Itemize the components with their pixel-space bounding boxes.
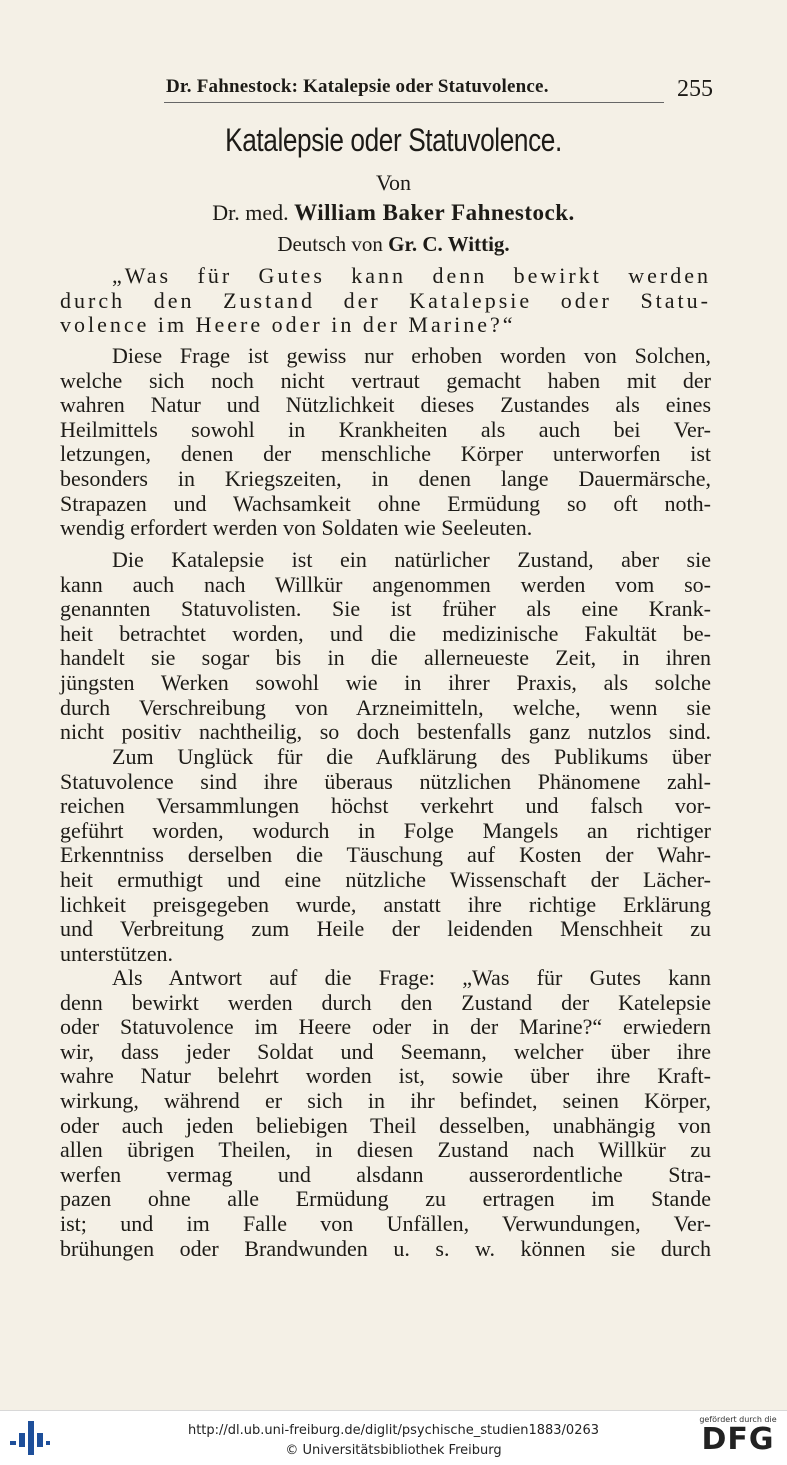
text-line: nicht positiv nachtheilig, so doch bestenfalls ganz nutzlos sind. (60, 719, 711, 745)
text-line: letzungen, denen der menschliche Körper unterworfen ist (60, 441, 711, 467)
author-prefix: Dr. med. (212, 200, 289, 225)
text-line: Erkenntniss derselben die Täuschung auf Kosten der Wahr- (60, 842, 711, 868)
running-head (60, 76, 715, 106)
text-line: geführt worden, wodurch in Folge Mangels an richtiger (60, 817, 711, 843)
author-name: William Baker Fahnestock. (294, 200, 575, 225)
translator-name: Gr. C. Wittig. (388, 232, 510, 256)
text-line: ist; und im Falle von Unfällen, Verwundungen, Ver- (60, 1210, 711, 1236)
text-line: handelt sie sogar bis in die allerneueste Zeit, in ihren (60, 645, 711, 671)
text-line: jüngsten Werken sowohl wie in ihrer Praxis, als solche (60, 669, 711, 695)
dfg-funding-note: gefördert durch die (699, 1415, 777, 1424)
source-url-link[interactable]: http://dl.ub.uni-freiburg.de/diglit/psychische_studien1883/0263 (187, 1423, 600, 1438)
text-line: wendig erfordert werden von Soldaten wie Seeleuten. (60, 515, 533, 541)
copyright-notice: © Universitätsbibliothek Freiburg (285, 1443, 502, 1458)
paragraph-1 (60, 344, 711, 541)
header-rule (164, 102, 664, 103)
opening-quote (60, 264, 711, 338)
text-line: reichen Versammlungen höchst verkehrt und falsch vor- (60, 793, 711, 819)
paragraph-4 (60, 966, 711, 1261)
translator-prefix: Deutsch von (277, 232, 383, 256)
text-line: welche sich noch nicht vertraut gemacht haben mit der (60, 367, 711, 393)
text-line: besonders in Kriegszeiten, in denen lange Dauermärsche, (60, 465, 711, 491)
text-line: werfen vermag und alsdann ausserordentliche Stra- (60, 1161, 711, 1187)
text-line: durch den Zustand der Katalepsie oder Statu- (60, 287, 711, 313)
text-line: durch Verschreibung von Arzneimitteln, welche, wenn sie (60, 694, 711, 720)
page-number: 255 (677, 76, 713, 102)
text-line: Diese Frage ist gewiss nur erhoben worden von Solchen, (112, 343, 711, 368)
text-line: Heilmittels sowohl in Krankheiten als auch bei Ver- (60, 416, 711, 442)
paragraph-3 (60, 745, 711, 966)
running-title: Dr. Fahnestock: Katalepsie oder Statuvolence. (166, 76, 549, 97)
text-line: Statuvolence sind ihre überaus nützlichen Phänomene zahl- (60, 768, 711, 794)
text-line: Als Antwort auf die Frage: „Was für Gutes kann (112, 965, 711, 990)
byline-von: Von (375, 170, 412, 195)
translator-line (0, 232, 787, 257)
text-line: heit ermuthigt und eine nützliche Wissenschaft der Lächer- (60, 866, 711, 892)
text-line: lichkeit preisgegeben wurde, anstatt ihre richtige Erklärung (60, 891, 711, 917)
text-line: allen übrigen Theilen, in diesen Zustand nach Willkür zu (60, 1137, 711, 1163)
author-line (0, 200, 787, 226)
text-line: heit betrachtet worden, und die medizinische Fakultät be- (60, 620, 711, 646)
article-title: Katalepsie oder Statuvolence. (225, 122, 562, 158)
text-line: wahre Natur belehrt worden ist, sowie über ihre Kraft- (60, 1063, 711, 1089)
text-line: Die Katalepsie ist ein natürlicher Zustand, aber sie (112, 547, 711, 572)
paragraph-2 (60, 548, 711, 745)
text-line: „Was für Gutes kann denn bewirkt werden (112, 263, 711, 288)
text-line: oder auch jeden beliebigen Theil desselben, unabhängig von (60, 1112, 711, 1138)
dfg-logo-text: DFG (701, 1422, 775, 1457)
dfg-logo (697, 1415, 779, 1463)
text-line: genannten Statuvolisten. Sie ist früher als eine Krank- (60, 596, 711, 622)
text-line: kann auch nach Willkür angenommen werden vom so- (60, 571, 711, 597)
text-line: Strapazen und Wachsamkeit ohne Ermüdung so oft noth- (60, 490, 711, 516)
text-line: pazen ohne alle Ermüdung zu ertragen im Stande (60, 1186, 711, 1212)
text-line: unterstützen. (60, 940, 174, 966)
footer-bar (0, 1410, 787, 1465)
text-line: brühungen oder Brandwunden u. s. w. können sie durch (60, 1235, 711, 1261)
text-line: Zum Unglück für die Aufklärung des Publikums über (112, 744, 711, 769)
text-line: denn bewirkt werden durch den Zustand der Katelepsie (60, 989, 711, 1015)
text-line: wirkung, während er sich in ihr befindet, seinen Körper, (60, 1087, 711, 1113)
text-line: volence im Heere oder in der Marine?“ (60, 312, 516, 338)
text-line: wir, dass jeder Soldat und Seemann, welcher über ihre (60, 1038, 711, 1064)
text-line: oder Statuvolence im Heere oder in der Marine?“ erwiedern (60, 1014, 711, 1040)
text-line: und Verbreitung zum Heile der leidenden Menschheit zu (60, 916, 711, 942)
text-line: wahren Natur und Nützlichkeit dieses Zustandes als eines (60, 392, 711, 418)
